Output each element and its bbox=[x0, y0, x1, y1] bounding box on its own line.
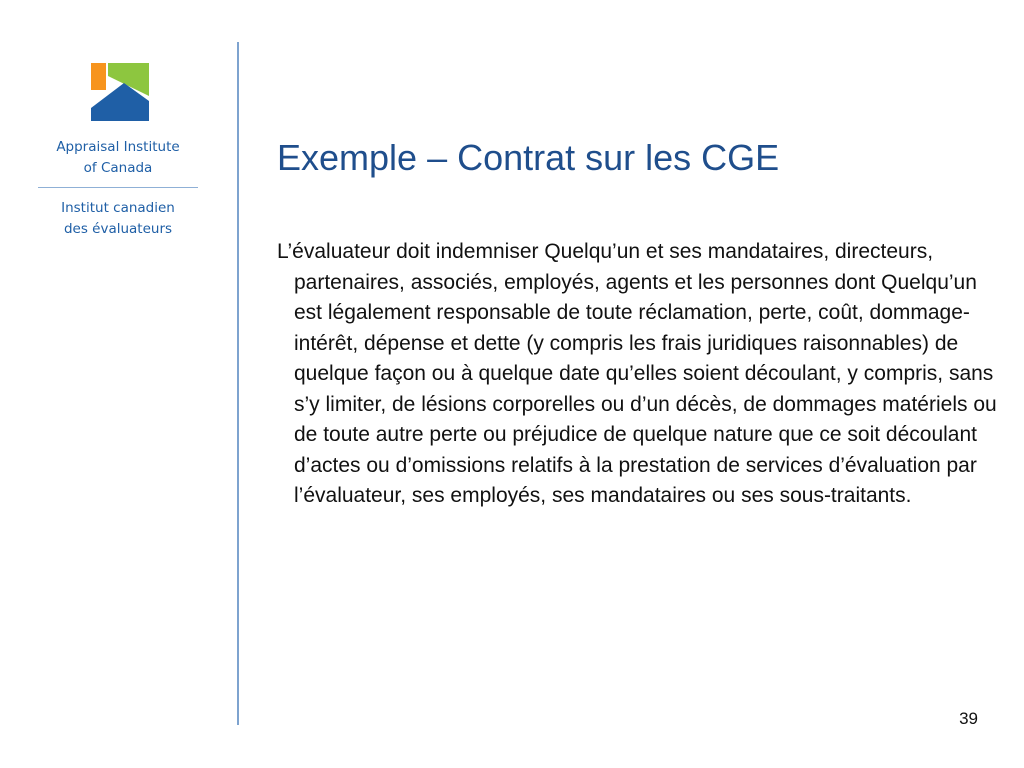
organization-name-english-line2: of Canada bbox=[83, 160, 153, 176]
organization-name-french-line2: des évaluateurs bbox=[63, 221, 173, 237]
organization-name-english-line1: Appraisal Institute bbox=[56, 139, 180, 155]
logo-orange-block bbox=[91, 63, 106, 90]
organization-name-french bbox=[38, 198, 198, 240]
page-number: 39 bbox=[959, 709, 978, 728]
aic-logo-icon bbox=[91, 63, 149, 121]
organization-name-french-line1: Institut canadien bbox=[61, 200, 175, 216]
organization-name-english bbox=[38, 137, 198, 179]
organization-logo bbox=[0, 0, 238, 260]
slide-title: Exemple – Contrat sur les CGE bbox=[277, 137, 780, 178]
logo-divider bbox=[38, 187, 198, 188]
vertical-divider bbox=[237, 42, 239, 725]
slide-body-text: L’évaluateur doit indemniser Quelqu’un et ses mandataires, directeurs, partenaires, associés, employés, agents et les personnes dont Quelqu’un est légalement responsable de toute réclamation, perte, coût, dommage-intérêt, dépense et dette (y compris les frais juridiques raisonnables) de quelque façon ou à quelque date qu’elles soient découlant, y compris, sans s’y limiter, de lésions corporelles ou d’un décès, de dommages matériels ou de toute autre perte ou préjudice de quelque nature que ce soit découlant d’actes ou d’omissions relatifs à la prestation de services d’évaluation par l’évaluateur, ses employés, ses mandataires ou ses sous-traitants. bbox=[277, 240, 997, 507]
